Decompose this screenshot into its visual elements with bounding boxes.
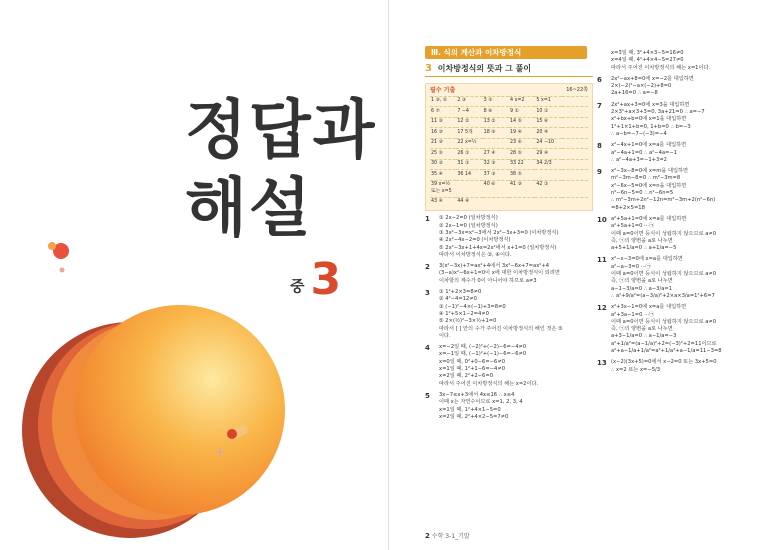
problem-item [425, 263, 593, 285]
answer-cell: 41 ③ [509, 180, 535, 197]
answer-cell: 6 ⑦ [430, 106, 456, 117]
answer-cell: 3 ⑤ [483, 96, 509, 107]
solution-line: x=1일 때, 1²+4×1−5=0 [439, 406, 501, 413]
problem-solution [439, 289, 563, 340]
page-footer [425, 531, 470, 540]
solution-line: 따라서 주어진 이차방정식의 해는 x=1이다. [611, 64, 711, 71]
solution-line: x=−2일 때, (−2)²+(−2)−6=−4≠0 [439, 344, 527, 351]
answer-cell: 27 ④ [483, 148, 509, 159]
solution-line: x²+3x−1=0에 x=a를 대입하면 [611, 304, 687, 311]
cover-grade [290, 254, 342, 305]
solution-line: 이때 a=0이면 등식이 성립하지 않으므로 a≠0 [611, 230, 717, 237]
problem-number: 10 [597, 215, 607, 224]
answer-cell: 16 ③ [430, 127, 456, 138]
problem-number: 12 [597, 304, 607, 313]
problem-number: 7 [597, 101, 602, 110]
problem-solution [611, 102, 705, 138]
solution-line: 2a+16=0 ∴ a=−8 [611, 90, 658, 97]
solution-line: m²−3m−8=0 ∴ m²−3m=8 [611, 175, 681, 182]
answer-cell [535, 197, 561, 208]
answer-cell: 18 ⑨ [483, 127, 509, 138]
problem-number: 9 [597, 168, 602, 177]
solution-line: ③ (−1)²−4×(−1)+3=8≠0 [439, 303, 506, 310]
solution-line: 따라서 이차방정식은 ③, ④이다. [439, 251, 512, 258]
solution-line: =8+2×5=18 [611, 204, 645, 211]
solution-line: x²−3x−8=0에 x=m을 대입하면 [611, 168, 688, 175]
solution-line: a²+5a+1=0 ···㉠ [611, 223, 655, 230]
answer-cell [562, 148, 588, 159]
answer-cell: 34 2/3 [535, 159, 561, 170]
solution-line: a²+3a−1=0 ···㉠ [611, 311, 655, 318]
answer-cell: 10 ① [535, 106, 561, 117]
answer-cell: 24 −10 [535, 138, 561, 149]
problem-item [425, 289, 593, 340]
answer-cell: 37 ③ [483, 169, 509, 180]
answer-cell: 36 14 [456, 169, 482, 180]
answer-box-header [430, 87, 588, 94]
answer-cell: 4 x=2 [509, 96, 535, 107]
problem-solution [439, 392, 523, 421]
solution-line: 즉, ㉠의 양변을 a로 나누면 [611, 237, 673, 244]
answer-cell: 13 ② [483, 117, 509, 128]
problem-item [597, 102, 767, 138]
answer-cell: 23 ⑥ [509, 138, 535, 149]
solution-line: 이때 x는 자연수이므로 x=1, 2, 3, 4 [439, 399, 523, 406]
problem-solution [611, 142, 686, 164]
solution-line: x=1일 때, 1²+1−6=−4≠0 [439, 366, 506, 373]
problem-item [597, 50, 767, 72]
answer-cell: 20 ④ [535, 127, 561, 138]
footer-label: 수학 3-1_기말 [431, 533, 470, 540]
solution-line: (x−2)(3x+5)=0에서 x−2=0 또는 3x+5=0 [611, 359, 717, 366]
solution-line: x²−4x+1=0에 x=a를 대입하면 [611, 142, 687, 149]
answer-box-title: 필수 기출 [430, 86, 456, 94]
problem-item [425, 392, 593, 421]
solution-line: x=3일 때, 3²+4×3−5=16≠0 [611, 50, 684, 56]
problem-solution [439, 263, 560, 285]
answer-cell: 44 ④ [456, 197, 482, 208]
answer-cell [562, 106, 588, 117]
solution-line: ③ 3x²−3x=x²−3에서 2x²−3x+3=0 (이차방정식) [439, 229, 559, 236]
answer-cell: 32 ③ [483, 159, 509, 170]
problem-item [597, 256, 767, 300]
problem-solution [439, 344, 538, 388]
answer-cell: 43 ④ [430, 197, 456, 208]
solution-line: 2×(−2)²−a×(−2)+8=0 [611, 83, 672, 90]
problem-number: 11 [597, 256, 607, 265]
answer-cell: 17 5개 [456, 127, 482, 138]
solution-line: 3x−7≤x+3에서 4x≤16 ∴ x≤4 [439, 391, 515, 398]
problems-left [425, 215, 593, 421]
answer-cell: 21 ③ [430, 138, 456, 149]
solution-line: 2x²−ax+8=0에 x=−2를 대입하면 [611, 75, 694, 82]
cover-title-line2: 해설 [185, 172, 313, 246]
small-ball-orange [48, 242, 56, 250]
answer-cell: 9 ① [509, 106, 535, 117]
answer-cell: 12 ② [456, 117, 482, 128]
answer-cell: 28 ⑤ [509, 148, 535, 159]
solution-line: 즉, ㉠의 양변을 a로 나누면 [611, 326, 673, 333]
solution-line: ① 1²+2×3=8≠0 [439, 289, 482, 296]
problem-item [425, 215, 593, 259]
small-ball-pink [60, 268, 65, 273]
answer-cell: 8 ⑥ [483, 106, 509, 117]
answer-cell: 11 ③ [430, 117, 456, 128]
solution-line: a²−4a+1=0 ∴ a²−4a=−1 [611, 149, 678, 156]
answer-cell [535, 169, 561, 180]
cover-title-line1: 정답과 [185, 94, 377, 168]
answer-cell [562, 138, 588, 149]
solution-line: a²+a−1/a+1/a²=a²+1/a²+a−1/a=11−3=8 [611, 347, 722, 354]
solution-line: 3(x²−3x)+7=ax²+4에서 3x²−6x+7=ax²+4 [439, 263, 549, 270]
section-number: 3 [425, 63, 432, 75]
grade-number: 3 [310, 254, 342, 305]
problem-number: 5 [425, 391, 430, 400]
solution-line: ② 4²−4=12≠0 [439, 296, 477, 303]
answer-cell: 39 x=½ 또는 x=5 [430, 180, 456, 197]
section-title: 이차방정식의 뜻과 그 풀이 [437, 64, 532, 74]
answer-cell [562, 127, 588, 138]
problem-solution [611, 216, 716, 252]
answer-cell: 42 ① [535, 180, 561, 197]
solution-line: ∴ a²−4a+3=−1+3=2 [611, 156, 667, 163]
solution-line: x²−x−3=0에 x=a를 대입하면 [611, 256, 683, 263]
sphere-main [75, 305, 285, 515]
solution-line: a²+5a+1=0에 x=a를 대입하면 [611, 215, 687, 222]
solution-line: a²−a−3=0 ···㉠ [611, 263, 651, 270]
answer-cell: 35 ④ [430, 169, 456, 180]
solution-line: x=−1일 때, (−1)²+(−1)−6=−6≠0 [439, 351, 527, 358]
problem-item [597, 359, 767, 374]
solution-line: 이다. [439, 332, 451, 339]
solution-line: 1²+1×1+b=0, 1+b=0 ∴ b=−3 [611, 123, 691, 130]
grade-label: 중 [290, 277, 305, 295]
solution-line: 이때 a=0이면 등식이 성립하지 않으므로 a≠0 [611, 271, 717, 278]
solution-line: 2x²+ax+3=0에 x=3을 대입하면 [611, 101, 690, 108]
answer-cell: 25 ⑤ [430, 148, 456, 159]
solution-line: 이때 a=0이면 등식이 성립하지 않으므로 a≠0 [611, 318, 717, 325]
column-right [597, 46, 767, 374]
answer-box [425, 83, 593, 212]
solution-line: 즉, ㉠의 양변을 a로 나누면 [611, 278, 673, 285]
solution-line: n²−6n−5=0 ∴ n²−6n=5 [611, 190, 674, 197]
solution-line: x=2일 때, 2²+4×2−5=7≠0 [439, 413, 509, 420]
problem-solution [611, 50, 710, 72]
problem-solution [611, 359, 717, 374]
answer-cell: 15 ⑥ [535, 117, 561, 128]
problem-solution [439, 215, 559, 259]
answer-cell: 40 ⑥ [483, 180, 509, 197]
solution-line: ∴ m²−3m+2n²−12n=m²−3m+2(n²−6n) [611, 197, 716, 204]
answer-cell: 14 ⑤ [509, 117, 535, 128]
problem-number: 6 [597, 75, 602, 84]
solution-line: x²−6x−5=0에 x=n을 대입하면 [611, 182, 687, 189]
problem-item [425, 344, 593, 388]
answer-cell: 26 ① [456, 148, 482, 159]
solution-line: (3−a)x²−6x+1=0이 x에 대한 이차방정식이 되려면 [439, 270, 560, 277]
problem-number: 13 [597, 359, 607, 368]
answer-cell: 30 ③ [430, 159, 456, 170]
solution-line: x=2일 때, 2²+2−6=0 [439, 373, 494, 380]
solution-line: 따라서 주어진 이차방정식의 해는 x=2이다. [439, 380, 539, 387]
answer-cell [562, 180, 588, 197]
problem-solution [611, 304, 722, 355]
solution-line: x=4일 때, 4²+4×4−5=27≠0 [611, 57, 684, 64]
answer-cell: 22 x=½ [456, 138, 482, 149]
solution-line: ∴ x=2 또는 x=−5/3 [611, 366, 661, 373]
answer-cell [562, 117, 588, 128]
solution-line: 2×3²+a×3+3=0, 3a+21=0 ∴ a=−7 [611, 109, 705, 116]
answer-cell: 31 ① [456, 159, 482, 170]
column-left [425, 46, 593, 421]
solution-line: 이차항의 계수가 0이 아니어야 하므로 a≠3 [439, 277, 537, 284]
answer-cell: 19 ④ [509, 127, 535, 138]
problem-solution [611, 256, 716, 300]
solution-line: a²+1/a²=(a−1/a)²+2=(−3)²+2=11이므로 [611, 340, 717, 347]
answer-cell [562, 169, 588, 180]
problem-number: 2 [425, 263, 430, 272]
answer-box-range: 16~22쪽 [566, 86, 588, 93]
cover-title [185, 92, 376, 248]
solution-line: 따라서 [ ] 안의 수가 주어진 이차방정식의 해인 것은 ⑤ [439, 325, 563, 332]
problem-number: 4 [425, 344, 430, 353]
answer-cell: 38 ⑤ [509, 169, 535, 180]
page-number: 2 [425, 532, 430, 540]
answer-cell [483, 138, 509, 149]
solution-line: ② 2x−1=0 (일차방정식) [439, 222, 498, 229]
solution-line: ④ 2x²−4x−2=0 (이차방정식) [439, 237, 511, 244]
problem-solution [611, 168, 715, 212]
problem-number: 8 [597, 142, 602, 151]
solution-line: a+3−1/a=0 ∴ a−1/a=−3 [611, 333, 677, 340]
problem-number: 1 [425, 215, 430, 224]
solution-line: x²+bx+b=0에 x=1을 대입하면 [611, 116, 687, 123]
answer-cell [509, 197, 535, 208]
problem-item [597, 142, 767, 164]
answer-grid [430, 96, 588, 208]
answer-cell: 33 22 [509, 159, 535, 170]
problem-item [597, 304, 767, 355]
answer-cell [562, 96, 588, 107]
problem-item [597, 216, 767, 252]
answer-cell [562, 197, 588, 208]
answer-page [388, 0, 776, 550]
section-heading [425, 65, 593, 76]
answer-cell [456, 180, 482, 197]
problem-item [597, 168, 767, 212]
problem-solution [611, 76, 694, 98]
answer-cell: 1 ③, ⑤ [430, 96, 456, 107]
solution-line: ⑤ 2×(½)²−3×½+1=0 [439, 318, 497, 325]
problem-number [597, 50, 611, 72]
solution-line: ④ 1²+5×1−2=4≠0 [439, 310, 489, 317]
answer-cell: 5 x=1 [535, 96, 561, 107]
answer-cell: 29 ④ [535, 148, 561, 159]
problem-item [597, 76, 767, 98]
solution-line: x=0일 때, 0²+0−6=−6≠0 [439, 358, 506, 365]
chapter-banner: Ⅲ. 식의 계산과 이차방정식 [425, 46, 587, 59]
solution-line: a+5+1/a=0 ∴ a+1/a=−5 [611, 245, 677, 252]
problem-number: 3 [425, 289, 430, 298]
answer-cell: 7 −4 [456, 106, 482, 117]
solution-line: a−1−3/a=0 ∴ a−3/a=1 [611, 285, 673, 292]
solution-line: ∴ a²+9/a²=(a−3/a)²+2×a×3/a=1²+6=7 [611, 292, 715, 299]
solution-line: ⑤ 2x²−3x+1+4x=2x²에서 x+1=0 (일차방정식) [439, 244, 557, 251]
answer-cell [483, 197, 509, 208]
answer-cell [562, 159, 588, 170]
solution-line: ∴ a−b=−7−(−3)=−4 [611, 130, 667, 137]
answer-cell: 2 ③ [456, 96, 482, 107]
solution-line: ① 2x−2=0 (일차방정식) [439, 215, 498, 222]
